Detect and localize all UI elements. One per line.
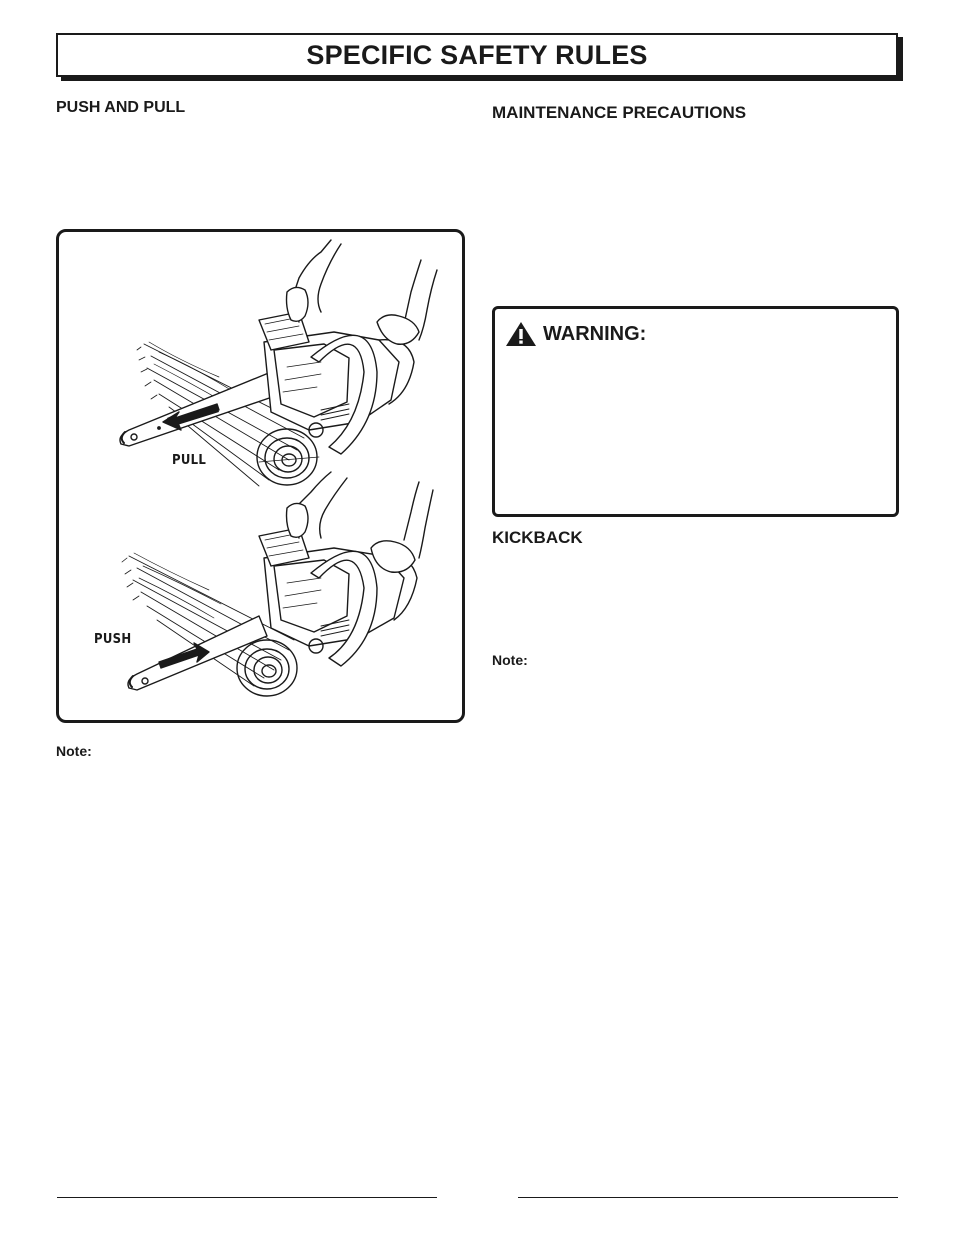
footer-rule-right — [518, 1197, 898, 1198]
warning-header — [505, 321, 646, 347]
warning-triangle-icon — [505, 321, 537, 347]
pull-label: PULL — [172, 453, 207, 468]
footer-rule-left — [57, 1197, 437, 1198]
warning-box — [492, 306, 899, 517]
page-title-box — [56, 33, 898, 77]
right-note-label: Note: — [492, 652, 528, 668]
push-pull-figure — [56, 229, 465, 723]
page-title: SPECIFIC SAFETY RULES — [306, 39, 648, 70]
kickback-heading: KICKBACK — [492, 528, 583, 547]
push-and-pull-heading: PUSH AND PULL — [56, 99, 186, 116]
warning-label: WARNING: — [543, 322, 647, 345]
push-label: PUSH — [94, 632, 132, 647]
left-note-label: Note: — [56, 743, 92, 759]
maintenance-precautions-heading: MAINTENANCE PRECAUTIONS — [492, 103, 747, 122]
